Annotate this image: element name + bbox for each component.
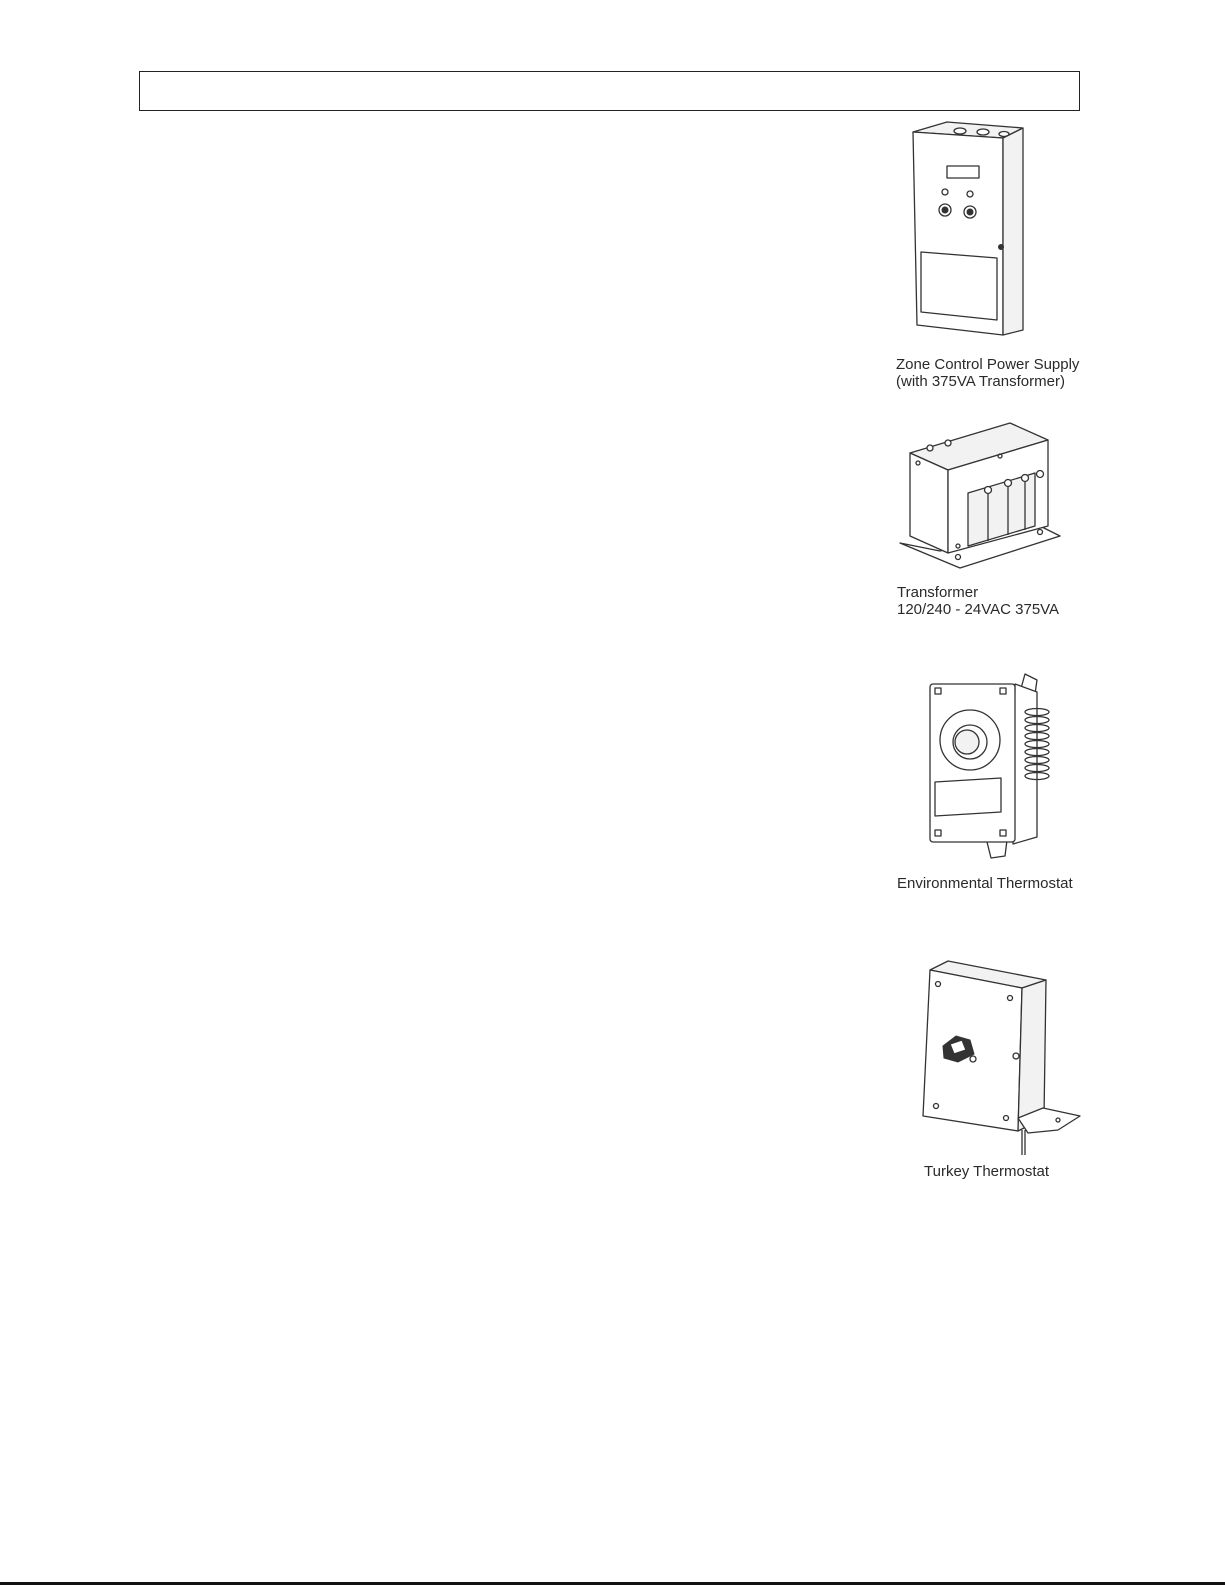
transformer-caption bbox=[897, 584, 1059, 618]
env-thermostat-caption-line-1: Environmental Thermostat bbox=[897, 875, 1073, 892]
power-supply-enclosure-icon bbox=[905, 120, 1025, 340]
turkey-thermostat-caption-line-1: Turkey Thermostat bbox=[924, 1163, 1050, 1180]
transformer-caption-line-1: Transformer bbox=[897, 584, 979, 601]
power-supply-figure bbox=[905, 120, 1025, 340]
turkey-thermostat-figure bbox=[918, 958, 1083, 1158]
transformer-figure bbox=[900, 418, 1060, 573]
power-supply-caption-line-2: (with 375VA Transformer) bbox=[896, 373, 1065, 390]
transformer-icon bbox=[900, 418, 1060, 573]
power-supply-caption bbox=[896, 356, 1079, 390]
env-thermostat-caption bbox=[897, 875, 1073, 892]
transformer-caption-line-2: 120/240 - 24VAC 375VA bbox=[897, 601, 1060, 618]
turkey-thermostat-icon bbox=[918, 958, 1083, 1158]
page-header-box bbox=[139, 71, 1080, 111]
turkey-thermostat-caption bbox=[924, 1163, 1049, 1180]
power-supply-caption-line-1: Zone Control Power Supply bbox=[896, 356, 1080, 373]
environmental-thermostat-icon bbox=[925, 672, 1060, 862]
env-thermostat-figure bbox=[925, 672, 1060, 862]
